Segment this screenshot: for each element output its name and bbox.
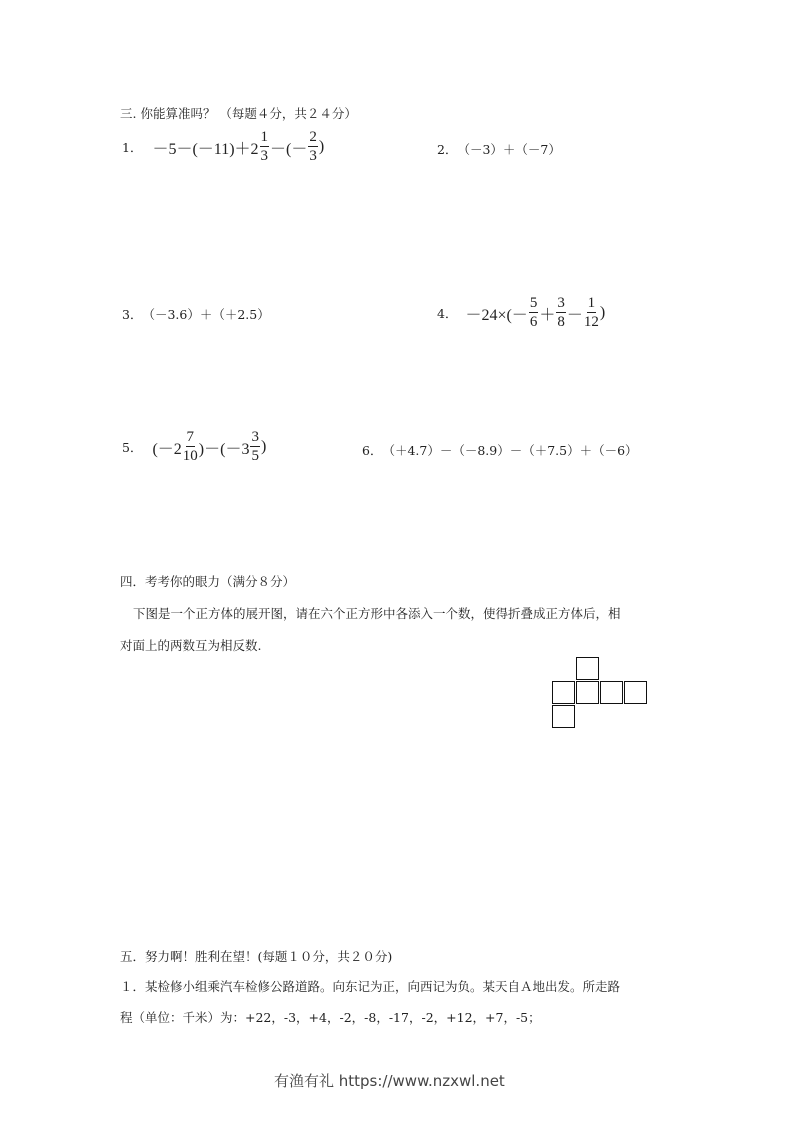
fraction: $\frac{5}{6}$ xyxy=(529,295,538,330)
section3-heading: 三. 你能算准吗？ （每题４分，共２４分） xyxy=(120,106,357,121)
problem-number: 6． xyxy=(362,443,383,458)
fraction: $\frac{3}{8}$ xyxy=(557,295,565,330)
problem-6 xyxy=(362,441,638,459)
net-square xyxy=(624,681,647,704)
problem-4: 4． －24×(－ $\frac{5}{6}$ ＋ $\frac{3}{8}$ － $\frac{1}{12}$ ) xyxy=(437,295,606,330)
fraction: $\frac{1}{3}$ xyxy=(260,129,269,164)
problem-5: 5． (－2 $\frac{7}{10}$ )－(－3 $\frac{3}{5}$ ) xyxy=(122,429,267,464)
problem-expression: （＋4.7）－（－8.9）－（＋7.5）＋（－6） xyxy=(382,443,638,458)
problem-3 xyxy=(122,305,270,323)
section5-question1-line2: 程（单位：千米）为：+22，-3，+4，-2，-8，-17，-2，+12，+7，-5； xyxy=(120,1010,541,1025)
problem-number: 4． xyxy=(437,306,458,321)
problem-expression: （－3.6）＋（＋2.5） xyxy=(142,307,270,322)
net-square xyxy=(576,657,599,680)
problem-1: 1． －5－(－11)＋2 $\frac{1}{3}$ －(－ $\frac{2}{3}$ ) xyxy=(122,129,325,164)
section5-question1-line1: １．某检修小组乘汽车检修公路道路。向东记为正，向西记为负。某天自Ａ地出发。所走路 xyxy=(120,979,621,994)
section4-heading: 四．考考你的眼力（满分８分） xyxy=(120,574,296,589)
problem-number: 5． xyxy=(122,440,143,455)
section4-text-line1: 下图是一个正方体的展开图，请在六个正方形中各添入一个数，使得折叠成正方体后，相 xyxy=(133,606,621,621)
net-square xyxy=(600,681,623,704)
fraction: $\frac{3}{5}$ xyxy=(251,429,259,464)
section4-text-line2: 对面上的两数互为相反数. xyxy=(120,638,262,653)
fraction: $\frac{1}{12}$ xyxy=(583,295,599,330)
cube-net-diagram xyxy=(552,657,652,733)
fraction: $\frac{2}{3}$ xyxy=(309,129,317,164)
net-square xyxy=(552,681,575,704)
net-square xyxy=(552,705,575,728)
problem-number: 2． xyxy=(437,142,458,157)
fraction: $\frac{7}{10}$ xyxy=(182,429,198,464)
net-square xyxy=(576,681,599,704)
problem-number: 3． xyxy=(122,307,143,322)
section5-heading: 五．努力啊！胜利在望！(每题１０分，共２０分) xyxy=(120,949,393,964)
problem-expression: （－3）＋（－7） xyxy=(457,142,561,157)
watermark: 有渔有礼 https://www.nzxwl.net xyxy=(274,1072,505,1090)
problem-2 xyxy=(437,140,561,158)
problem-number: 1． xyxy=(122,140,143,155)
